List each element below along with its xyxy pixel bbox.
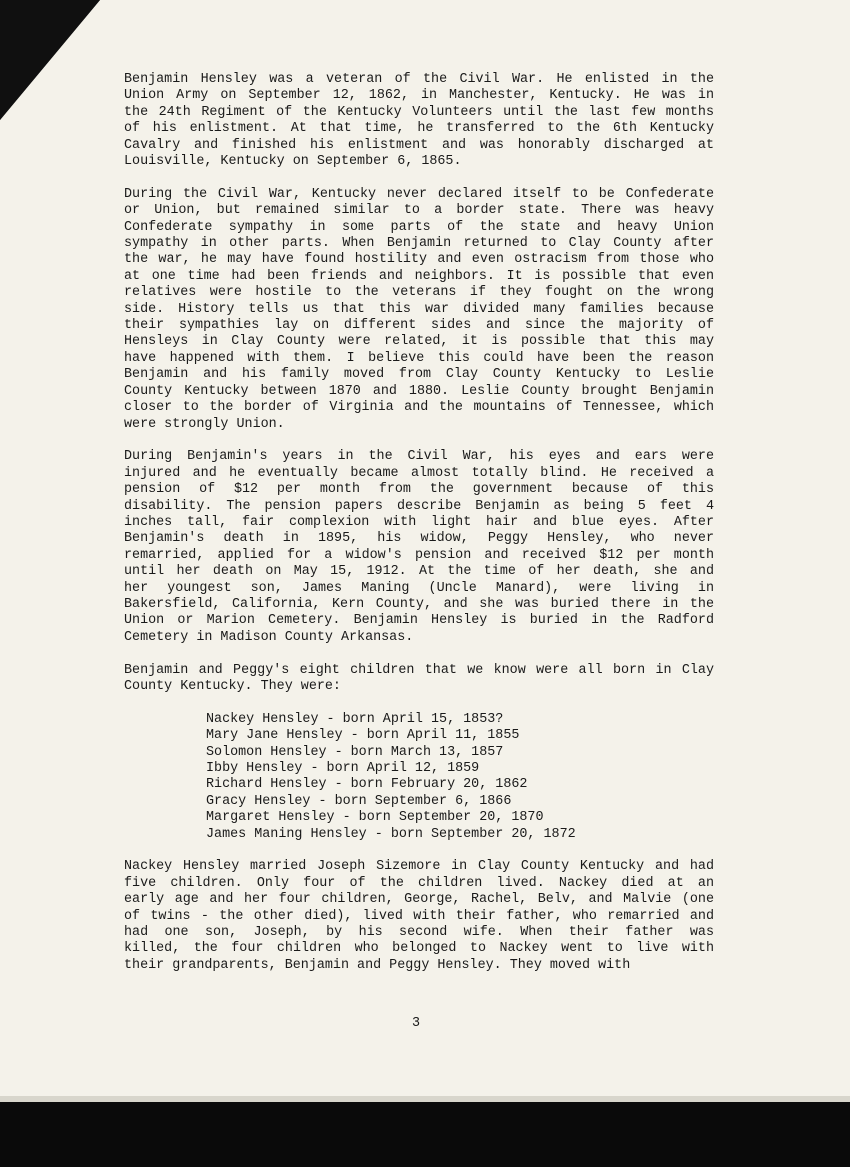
text-line: Benjamin's death in 1895, his widow, Peggy Hensley, who never [124, 531, 714, 547]
text-line: Benjamin and his family moved from Clay County Kentucky to Leslie [124, 367, 714, 383]
text-line: or Union, but remained similar to a border state. There was heavy [124, 203, 714, 219]
text-line: injured and he eventually became almost totally blind. He received a [124, 465, 714, 481]
list-item: Solomon Hensley - born March 13, 1857 [206, 744, 504, 760]
text-line: of his enlistment. At that time, he transferred to the 6th Kentucky [124, 121, 714, 137]
text-line: until her death on May 15, 1912. At the time of her death, she and [124, 564, 714, 580]
list-item: Gracy Hensley - born September 6, 1866 [206, 793, 512, 809]
text-line: the 24th Regiment of the Kentucky Volunteers until the last few months [124, 104, 714, 120]
paper-bottom-edge [0, 1096, 850, 1102]
text-line: Louisville, Kentucky on September 6, 1865. [124, 154, 462, 170]
text-line: early age and her four children, George, Rachel, Belv, and Malvie (one [124, 892, 714, 908]
paragraph-pension [124, 449, 714, 646]
text-line: side. History tells us that this war divided many families because [124, 301, 714, 317]
text-line: During Benjamin's years in the Civil War, his eyes and ears were [124, 449, 714, 465]
paragraph-nackey-hensley [124, 859, 714, 974]
text-line: disability. The pension papers describe Benjamin as being 5 feet 4 [124, 498, 714, 514]
text-line: had one son, Joseph, by his second wife. When their father was [124, 925, 714, 941]
text-line: inches tall, fair complexion with light hair and blue eyes. After [124, 514, 714, 530]
paragraph-civil-war-service [124, 72, 714, 170]
text-line: five children. Only four of the children lived. Nackey died at an [124, 875, 714, 891]
text-line: Confederate sympathy in some parts of the state and heavy Union [124, 219, 714, 235]
text-line: their sympathies lay on different sides and since the majority of [124, 318, 714, 334]
text-line: were strongly Union. [124, 416, 285, 432]
text-line: her youngest son, James Maning (Uncle Manard), were living in [124, 580, 714, 596]
text-line: Cavalry and finished his enlistment and was honorably discharged at [124, 137, 714, 153]
text-line: Benjamin and Peggy's eight children that we know were all born in Clay [124, 662, 714, 678]
text-line: Cemetery in Madison County Arkansas. [124, 629, 414, 645]
text-line: pension of $12 per month from the government because of this [124, 482, 714, 498]
document-body [124, 72, 714, 991]
text-line: Nackey Hensley married Joseph Sizemore in Clay County Kentucky and had [124, 859, 714, 875]
text-line: killed, the four children who belonged to Nackey went to live with [124, 941, 714, 957]
text-line: the war, he may have found hostility and even ostracism from those who [124, 252, 714, 268]
text-line: Union Army on September 12, 1862, in Manchester, Kentucky. He was in [124, 88, 714, 104]
text-line: at one time had been friends and neighbors. It is possible that even [124, 268, 714, 284]
list-item: Nackey Hensley - born April 15, 1853? [206, 711, 504, 727]
list-item: James Maning Hensley - born September 20, 1872 [206, 826, 576, 842]
paragraph-kentucky-border-state [124, 187, 714, 433]
text-line: their grandparents, Benjamin and Peggy Hensley. They moved with [124, 957, 631, 973]
paragraph-children-intro [124, 663, 714, 696]
text-line: During the Civil War, Kentucky never declared itself to be Confederate [124, 186, 714, 202]
text-line: of twins - the other died), lived with their father, who remarried and [124, 908, 714, 924]
text-line: County Kentucky. They were: [124, 678, 341, 694]
text-line: County Kentucky between 1870 and 1880. Leslie County brought Benjamin [124, 383, 714, 399]
text-line: Bakersfield, California, Kern County, and she was buried there in the [124, 596, 714, 612]
text-line: Union or Marion Cemetery. Benjamin Hensley is buried in the Radford [124, 613, 714, 629]
text-line: Benjamin Hensley was a veteran of the Civil War. He enlisted in the [124, 72, 714, 87]
text-line: closer to the border of Virginia and the mountains of Tennessee, which [124, 400, 714, 416]
children-list [206, 712, 714, 843]
text-line: Hensleys in Clay County were related, it is possible that this may [124, 334, 714, 350]
text-line: have happened with them. I believe this could have been the reason [124, 350, 714, 366]
text-line: remarried, applied for a widow's pension and received $12 per month [124, 547, 714, 563]
list-item: Ibby Hensley - born April 12, 1859 [206, 761, 480, 776]
list-item: Richard Hensley - born February 20, 1862 [206, 777, 528, 793]
list-item: Margaret Hensley - born September 20, 1870 [206, 810, 544, 826]
page-number: 3 [412, 1016, 421, 1031]
list-item: Mary Jane Hensley - born April 11, 1855 [206, 728, 520, 744]
text-line: relatives were hostile to the veterans if they fought on the wrong [124, 285, 714, 301]
text-line: sympathy in other parts. When Benjamin returned to Clay County after [124, 236, 714, 252]
